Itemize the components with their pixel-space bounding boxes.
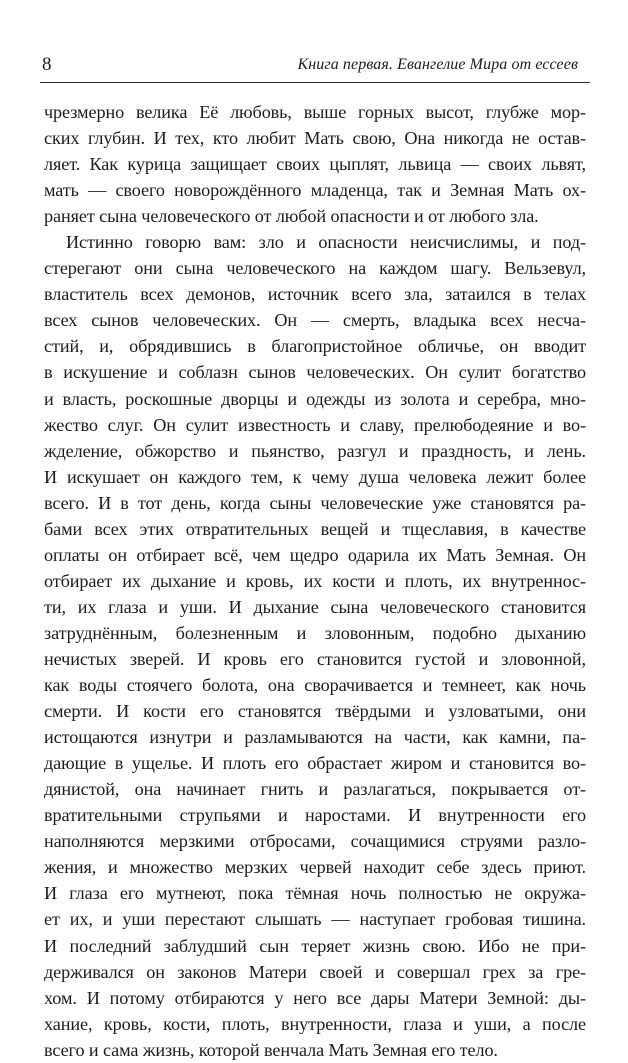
- text-line: чрезмерно велика Её любовь, выше горных высот, глубже мор-: [44, 102, 586, 122]
- text-line: держивался он законов Матери своей и совершал грех за гре-: [44, 961, 586, 982]
- text-line: жения, и множество мерзких червей находит себе здесь приют.: [44, 857, 586, 878]
- text-line: стий, и, обрядившись в благопристойное обличье, он вводит: [44, 336, 586, 357]
- text-line: смерти. И кости его становятся твёрдыми и узловатыми, они: [44, 701, 586, 722]
- text-line: жделение, обжорство и пьянство, разгул и праздность, и лень.: [44, 440, 586, 461]
- body-text: [44, 99, 586, 1063]
- text-line: ти, их глаза и уши. И дыхание сына человеческого становится: [44, 596, 586, 617]
- page-number: 8: [42, 54, 52, 75]
- text-line: Истинно говорю вам: зло и опасности неисчислимы, и под-: [66, 232, 586, 253]
- text-line: всех сынов человеческих. Он — смерть, владыка всех несча-: [44, 310, 586, 331]
- text-line: И глаза его мутнеют, пока тёмная ночь полностью не окружа-: [44, 883, 586, 904]
- text-line: И искушает он каждого тем, к чему душа человека лежит более: [44, 466, 586, 487]
- text-line: И последний заблудший сын теряет жизнь свою. Ибо не при-: [44, 935, 586, 956]
- paragraph: [44, 229, 586, 1063]
- text-line: наполняются мерзкими отбросами, сочащимися струями разло-: [44, 831, 586, 852]
- text-line: всего и сама жизнь, которой венчала Мать Земная его тело.: [44, 1039, 498, 1060]
- text-line: дянистой, она начинает гнить и разлагаться, покрывается от-: [44, 779, 586, 800]
- text-line: как воды стоячего болота, она сворачивается и темнеет, как ночь: [44, 675, 586, 696]
- text-line: жество слуг. Он сулит известность и славу, прелюбодеяние и во-: [44, 414, 586, 435]
- text-line: в искушение и соблазн сынов человеческих. Он сулит богатство: [44, 362, 586, 383]
- text-line: ских глубин. И тех, кто любит Мать свою, Она никогда не остав-: [44, 128, 586, 149]
- text-line: стерегают они сына человеческого на каждом шагу. Вельзевул,: [44, 258, 586, 279]
- text-line: бами всех этих отвратительных вещей и тщеславия, в качестве: [44, 518, 586, 539]
- text-line: всего. И в тот день, когда сыны человеческие уже становятся ра-: [44, 492, 586, 513]
- text-line: нечистых зверей. И кровь его становится густой и зловонной,: [44, 648, 586, 669]
- text-line: хом. И потому отбираются у него все дары Матери Земной: ды-: [44, 987, 586, 1008]
- text-line: хание, кровь, кости, плоть, внутренности, глаза и уши, а после: [44, 1013, 586, 1034]
- text-line: ляет. Как курица защищает своих цыплят, львица — своих львят,: [44, 154, 586, 175]
- text-line: вратительными струпьями и наростами. И внутренности его: [44, 805, 586, 826]
- text-line: отбирает их дыхание и кровь, их кости и плоть, их внутреннос-: [44, 570, 586, 591]
- text-line: и власть, роскошные дворцы и одежды из золота и серебра, мно-: [44, 388, 586, 409]
- page-header: [40, 48, 590, 83]
- paragraph: [44, 99, 586, 229]
- running-title: Книга первая. Евангелие Мира от ессеев: [297, 56, 578, 73]
- text-line: мать — своего новорождённого младенца, так и Земная Мать ох-: [44, 180, 586, 201]
- text-line: властитель всех демонов, источник всего зла, затаился в телах: [44, 284, 586, 305]
- text-line: оплаты он отбирает всё, чем щедро одарила их Мать Земная. Он: [44, 544, 586, 565]
- text-line: затруднённым, болезненным и зловонным, подобно дыханию: [44, 622, 586, 643]
- text-line: истощаются изнутри и разламываются на части, как камни, па-: [44, 727, 586, 748]
- text-line: дающие в ущелье. И плоть его обрастает жиром и становится во-: [44, 753, 586, 774]
- text-line: раняет сына человеческого от любой опасности и от любого зла.: [44, 206, 539, 227]
- text-line: ет их, и уши перестают слышать — наступает гробовая тишина.: [44, 909, 586, 930]
